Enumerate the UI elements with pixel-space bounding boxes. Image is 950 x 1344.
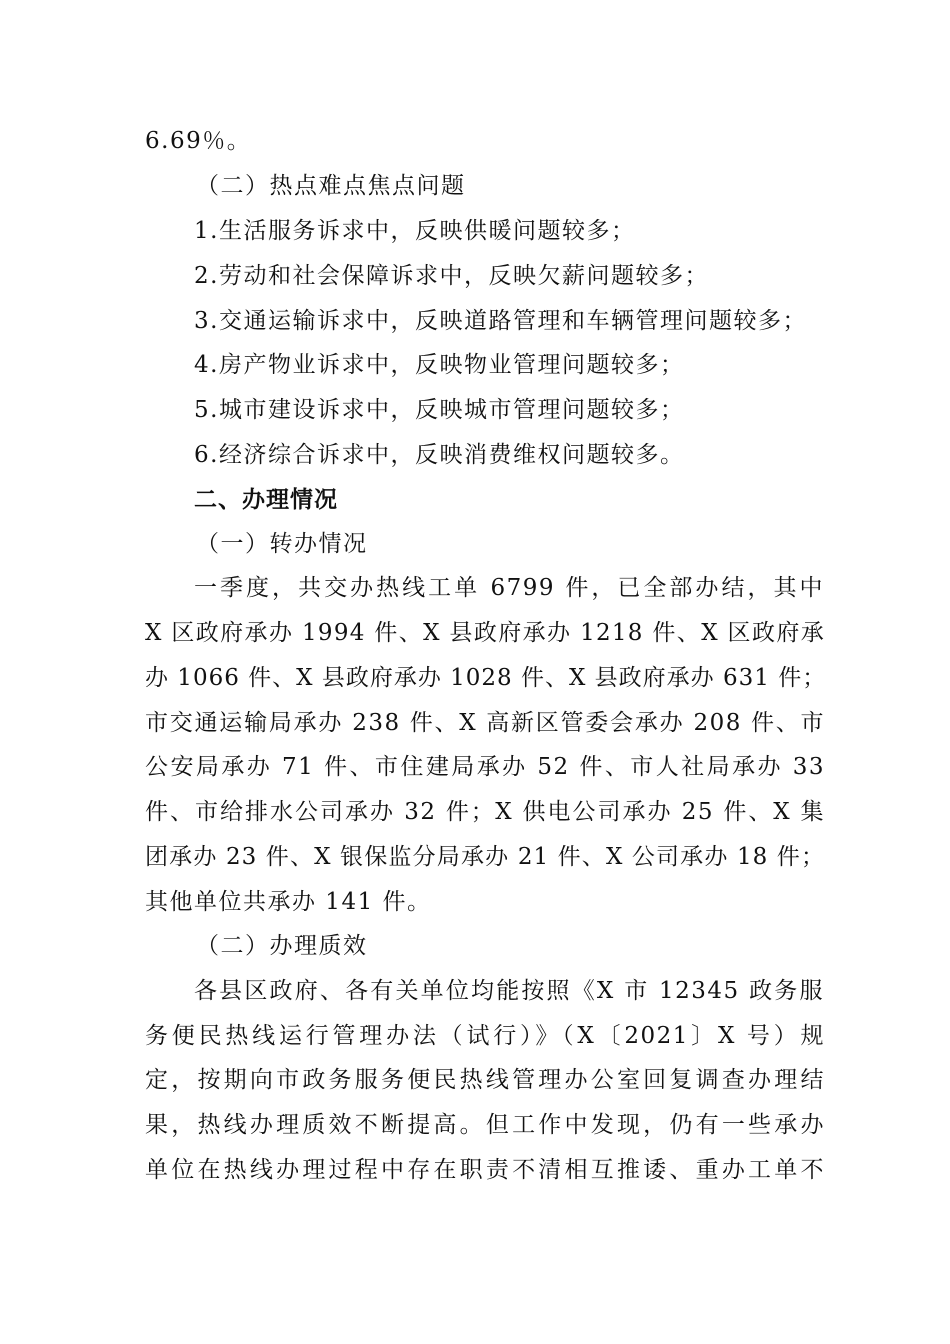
paragraph-line: 公安局承办 71 件、市住建局承办 52 件、市人社局承办 33 [145,754,825,780]
subheading-quality: （二）办理质效 [196,933,368,959]
list-item: 1.生活服务诉求中，反映供暖问题较多； [194,218,636,244]
paragraph-line: 办 1066 件、X 县政府承办 1028 件、X 县政府承办 631 件； [145,665,827,691]
paragraph-line: 务便民热线运行管理办法（试行）》（X〔2021〕X 号）规 [145,1023,825,1049]
list-item: 2.劳动和社会保障诉求中，反映欠薪问题较多； [194,263,709,289]
list-item: 4.房产物业诉求中，反映物业管理问题较多； [194,352,685,378]
paragraph-line: 件、市给排水公司承办 32 件；X 供电公司承办 25 件、X 集 [145,799,825,825]
list-item: 6.经济综合诉求中，反映消费维权问题较多。 [194,442,685,468]
paragraph-line: X 区政府承办 1994 件、X 县政府承办 1218 件、X 区政府承 [145,620,825,646]
section-heading-handling: 二、办理情况 [194,487,338,513]
paragraph-line: 一季度，共交办热线工单 6799 件，已全部办结，其中 [194,575,824,601]
paragraph-line: 各县区政府、各有关单位均能按照《X 市 12345 政务服 [194,978,824,1004]
paragraph-line: 其他单位共承办 141 件。 [145,889,432,915]
subheading-transfer: （一）转办情况 [196,531,368,557]
paragraph-line: 果，热线办理质效不断提高。但工作中发现，仍有一些承办 [145,1112,825,1138]
list-item: 3.交通运输诉求中，反映道路管理和车辆管理问题较多； [194,308,807,334]
paragraph-line: 定，按期向市政务服务便民热线管理办公室回复调查办理结 [145,1067,825,1093]
paragraph-line: 单位在热线办理过程中存在职责不清相互推诿、重办工单不 [145,1157,825,1183]
list-item: 5.城市建设诉求中，反映城市管理问题较多； [194,397,685,423]
subheading-hotspot-issues: （二）热点难点焦点问题 [196,173,466,199]
paragraph-line: 团承办 23 件、X 银保监分局承办 21 件、X 公司承办 18 件； [145,844,825,870]
paragraph-line: 市交通运输局承办 238 件、X 高新区管委会承办 208 件、市 [145,710,825,736]
paragraph-line: 6.69％。 [145,128,252,154]
